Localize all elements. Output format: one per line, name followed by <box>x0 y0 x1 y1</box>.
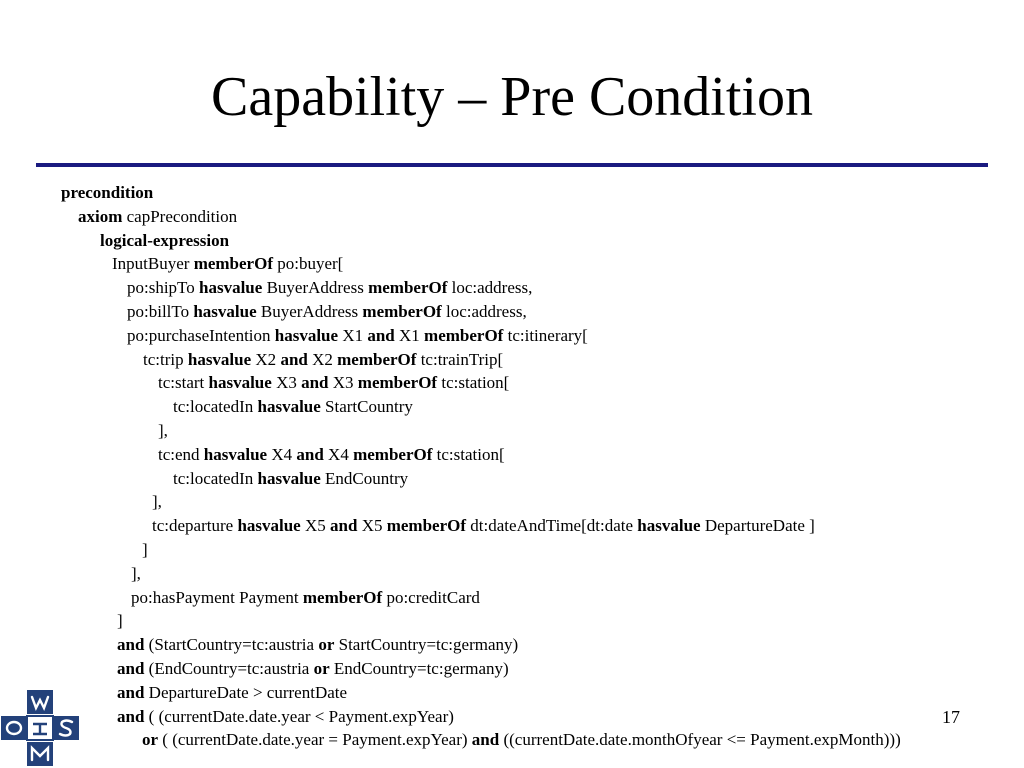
code-line <box>142 728 901 752</box>
keyword: hasvalue <box>257 468 321 488</box>
keyword: memberOf <box>424 325 504 345</box>
code-line <box>127 300 527 324</box>
code-line <box>142 538 148 562</box>
keyword: or <box>318 635 335 655</box>
code-text: loc:address, <box>441 302 527 321</box>
code-text: EndCountry=tc:germany) <box>329 659 509 678</box>
code-text: ] <box>117 611 123 631</box>
keyword: and <box>330 516 358 536</box>
code-text: tc:end <box>158 444 204 464</box>
code-line <box>158 443 505 467</box>
keyword: and <box>117 706 145 726</box>
keyword: and <box>296 444 324 464</box>
code-line <box>117 633 518 657</box>
keyword: hasvalue <box>237 516 301 536</box>
keyword: memberOf <box>357 373 438 393</box>
code-text: po:creditCard <box>382 587 480 607</box>
keyword: and <box>301 373 329 393</box>
code-text: X5 <box>300 516 331 536</box>
code-text: tc:locatedIn <box>173 397 258 417</box>
keyword: hasvalue <box>274 325 339 345</box>
code-text: ], <box>152 492 162 512</box>
code-text: tc:departure <box>152 516 238 536</box>
code-text: ] <box>142 540 148 559</box>
code-line <box>61 181 153 205</box>
keyword: hasvalue <box>193 302 257 321</box>
keyword: and <box>280 349 308 369</box>
code-text: ], <box>158 421 168 440</box>
keyword: memberOf <box>362 302 442 321</box>
code-text: EndCountry <box>320 468 409 488</box>
code-text: (StartCountry=tc:austria <box>144 635 319 655</box>
code-text: po:purchaseIntention <box>127 325 275 345</box>
code-text: X3 <box>271 373 302 393</box>
keyword: memberOf <box>337 349 417 369</box>
code-line <box>131 586 480 610</box>
code-line <box>158 371 509 395</box>
keyword: and <box>117 635 145 655</box>
keyword: axiom <box>78 206 123 226</box>
keyword: and <box>117 682 145 702</box>
logo-square-left <box>1 716 27 740</box>
code-text: ], <box>131 563 141 583</box>
code-line <box>117 609 123 633</box>
code-line <box>158 419 168 443</box>
code-text: X2 <box>251 349 281 369</box>
code-text: ((currentDate.date.monthOfyear <= Payment.expMonth))) <box>499 730 901 750</box>
code-text: capPrecondition <box>122 206 238 226</box>
keyword: memberOf <box>386 516 467 536</box>
code-line <box>100 229 229 253</box>
code-text: DepartureDate ] <box>700 516 815 536</box>
code-text: X5 <box>357 516 387 536</box>
code-text: tc:station[ <box>437 373 510 393</box>
code-text: BuyerAddress <box>256 302 363 321</box>
code-text: (EndCountry=tc:austria <box>144 659 314 678</box>
code-line <box>173 467 408 491</box>
keyword: or <box>142 730 159 750</box>
code-text: X4 <box>323 444 354 464</box>
code-line <box>112 252 343 276</box>
code-text: tc:trainTrip[ <box>416 349 504 369</box>
code-text: ( (currentDate.date.year < Payment.expYear) <box>144 706 454 726</box>
wsmo-logo-icon <box>0 688 82 768</box>
code-text: X1 <box>338 325 368 345</box>
keyword: and <box>471 730 500 750</box>
code-line <box>143 348 503 372</box>
code-text: dt:dateAndTime[dt:date <box>466 516 638 536</box>
code-text: po:buyer[ <box>273 254 344 274</box>
keyword: hasvalue <box>257 397 321 417</box>
slide-title: Capability – Pre Condition <box>211 66 813 128</box>
title-divider <box>36 163 988 167</box>
code-line <box>117 705 454 729</box>
code-line <box>173 395 413 419</box>
code-line <box>127 276 532 300</box>
code-text: X1 <box>394 325 425 345</box>
code-line <box>127 324 588 348</box>
keyword: hasvalue <box>199 278 263 298</box>
code-text: po:hasPayment Payment <box>131 587 303 607</box>
keyword: logical-expression <box>100 230 230 250</box>
code-text: X3 <box>328 373 358 393</box>
code-text: tc:locatedIn <box>173 468 258 488</box>
code-text: po:billTo <box>127 302 194 321</box>
keyword: or <box>313 659 330 678</box>
page-number: 17 <box>942 707 960 727</box>
code-text: StartCountry <box>320 397 413 417</box>
keyword: memberOf <box>193 254 273 274</box>
code-text: StartCountry=tc:germany) <box>334 635 519 655</box>
code-text: tc:station[ <box>432 444 505 464</box>
keyword: and <box>117 659 145 678</box>
keyword: memberOf <box>302 587 383 607</box>
code-text: X4 <box>267 444 297 464</box>
keyword: hasvalue <box>637 516 701 536</box>
keyword: memberOf <box>368 278 448 298</box>
code-text: loc:address, <box>447 278 533 298</box>
code-line <box>117 681 347 705</box>
code-text: DepartureDate > currentDate <box>144 682 348 702</box>
keyword: hasvalue <box>203 444 268 464</box>
code-line <box>78 205 237 229</box>
keyword: hasvalue <box>187 349 252 369</box>
code-text: InputBuyer <box>112 254 194 274</box>
code-text: tc:start <box>158 373 209 393</box>
code-text: X2 <box>307 349 338 369</box>
keyword: hasvalue <box>208 373 272 393</box>
keyword: precondition <box>61 183 154 202</box>
code-text: tc:trip <box>143 349 188 369</box>
code-line <box>152 490 162 514</box>
code-text: BuyerAddress <box>262 278 369 298</box>
code-line <box>117 657 509 681</box>
keyword: and <box>367 325 395 345</box>
code-line <box>131 562 141 586</box>
code-text: po:shipTo <box>127 278 200 298</box>
code-line <box>152 514 815 538</box>
code-text: ( (currentDate.date.year = Payment.expYear) <box>158 730 472 750</box>
code-text: tc:itinerary[ <box>503 325 588 345</box>
keyword: memberOf <box>353 444 433 464</box>
